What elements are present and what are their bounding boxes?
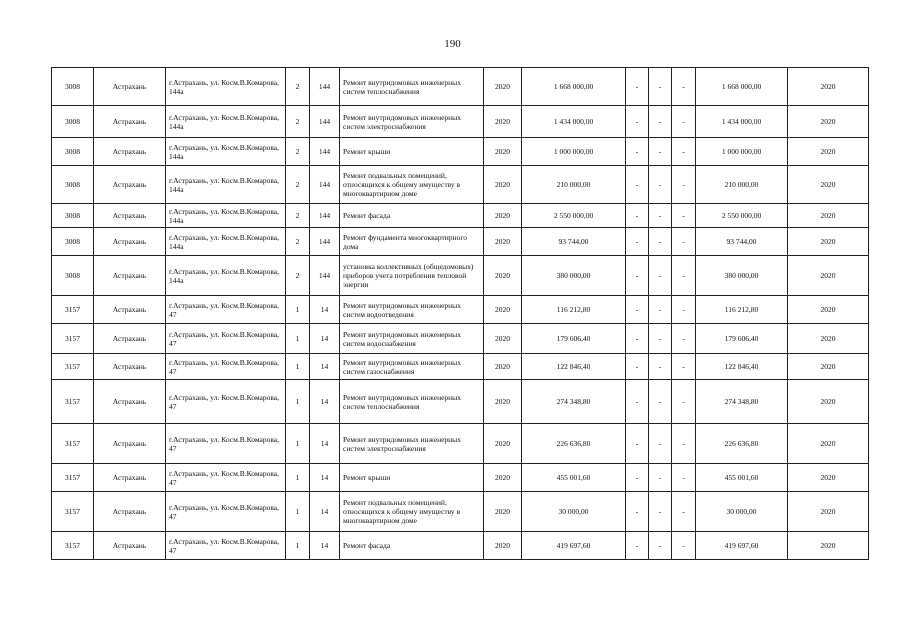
cell-work: Ремонт подвальных помещений, относящихся к общему имуществу в многоквартирном доме — [340, 166, 484, 204]
cell-year: 2020 — [484, 166, 522, 204]
cell-city: Астрахань — [94, 354, 166, 380]
cell-total: 2 550 000,00 — [696, 204, 788, 228]
cell-id: 3157 — [52, 296, 94, 324]
cell-cost: 1 434 000,00 — [522, 106, 626, 138]
cell-apartments: 144 — [310, 228, 340, 256]
cell-d3: - — [672, 380, 696, 424]
cell-cost: 210 000,00 — [522, 166, 626, 204]
cell-d3: - — [672, 166, 696, 204]
cell-id: 3008 — [52, 256, 94, 296]
cell-d3: - — [672, 424, 696, 464]
cell-year: 2020 — [484, 204, 522, 228]
cell-year: 2020 — [484, 324, 522, 354]
cell-d1: - — [626, 138, 649, 166]
cell-total: 30 000,00 — [696, 492, 788, 532]
cell-address: г.Астрахань, ул. Косм.В.Комарова, 47 — [166, 492, 286, 532]
cell-floors: 2 — [286, 68, 310, 106]
table-row — [52, 354, 869, 380]
cell-city: Астрахань — [94, 532, 166, 560]
cell-city: Астрахань — [94, 138, 166, 166]
cell-address: г.Астрахань, ул. Косм.В.Комарова, 47 — [166, 354, 286, 380]
cell-cost: 380 000,00 — [522, 256, 626, 296]
table-row — [52, 204, 869, 228]
cell-apartments: 14 — [310, 492, 340, 532]
cell-cost: 93 744,00 — [522, 228, 626, 256]
cell-d2: - — [649, 532, 672, 560]
cell-d2: - — [649, 492, 672, 532]
table-row — [52, 464, 869, 492]
cell-d3: - — [672, 354, 696, 380]
table-row — [52, 324, 869, 354]
cell-year: 2020 — [484, 106, 522, 138]
cell-floors: 2 — [286, 138, 310, 166]
cell-total: 226 636,80 — [696, 424, 788, 464]
cell-cost: 419 697,60 — [522, 532, 626, 560]
cell-year2: 2020 — [788, 492, 869, 532]
cell-work: Ремонт фасада — [340, 532, 484, 560]
cell-year: 2020 — [484, 380, 522, 424]
cell-d1: - — [626, 106, 649, 138]
cell-year2: 2020 — [788, 228, 869, 256]
cell-year2: 2020 — [788, 138, 869, 166]
cell-floors: 1 — [286, 324, 310, 354]
cell-d2: - — [649, 424, 672, 464]
cell-year: 2020 — [484, 464, 522, 492]
cell-d1: - — [626, 204, 649, 228]
cell-cost: 30 000,00 — [522, 492, 626, 532]
cell-city: Астрахань — [94, 68, 166, 106]
cell-floors: 2 — [286, 228, 310, 256]
cell-floors: 1 — [286, 532, 310, 560]
cell-d1: - — [626, 354, 649, 380]
cell-d2: - — [649, 166, 672, 204]
cell-cost: 226 636,80 — [522, 424, 626, 464]
cell-floors: 2 — [286, 166, 310, 204]
cell-apartments: 14 — [310, 324, 340, 354]
cell-d3: - — [672, 532, 696, 560]
cell-address: г.Астрахань, ул. Косм.В.Комарова, 144а — [166, 166, 286, 204]
cell-apartments: 144 — [310, 68, 340, 106]
cell-city: Астрахань — [94, 296, 166, 324]
cell-d1: - — [626, 324, 649, 354]
cell-year: 2020 — [484, 354, 522, 380]
cell-work: Ремонт внутридомовых инженерных систем теплоснабжения — [340, 380, 484, 424]
cell-apartments: 144 — [310, 138, 340, 166]
cell-work: Ремонт внутридомовых инженерных систем водоотведения — [340, 296, 484, 324]
cell-city: Астрахань — [94, 464, 166, 492]
cell-apartments: 14 — [310, 464, 340, 492]
cell-id: 3157 — [52, 354, 94, 380]
cell-id: 3157 — [52, 532, 94, 560]
cell-address: г.Астрахань, ул. Косм.В.Комарова, 47 — [166, 296, 286, 324]
cell-city: Астрахань — [94, 256, 166, 296]
cell-id: 3157 — [52, 464, 94, 492]
works-table — [51, 67, 869, 560]
cell-id: 3008 — [52, 68, 94, 106]
cell-d3: - — [672, 296, 696, 324]
page-number: 190 — [444, 38, 461, 50]
cell-cost: 116 212,80 — [522, 296, 626, 324]
cell-d3: - — [672, 228, 696, 256]
cell-address: г.Астрахань, ул. Косм.В.Комарова, 47 — [166, 424, 286, 464]
cell-apartments: 14 — [310, 380, 340, 424]
cell-d1: - — [626, 380, 649, 424]
cell-d3: - — [672, 138, 696, 166]
cell-cost: 274 348,80 — [522, 380, 626, 424]
table-row — [52, 228, 869, 256]
cell-year: 2020 — [484, 296, 522, 324]
cell-apartments: 144 — [310, 256, 340, 296]
cell-year2: 2020 — [788, 532, 869, 560]
cell-year2: 2020 — [788, 380, 869, 424]
cell-d1: - — [626, 424, 649, 464]
cell-id: 3008 — [52, 204, 94, 228]
cell-total: 380 000,00 — [696, 256, 788, 296]
cell-address: г.Астрахань, ул. Косм.В.Комарова, 144а — [166, 204, 286, 228]
cell-work: установка коллективных (общедомовых) приборов учета потребления тепловой энергии — [340, 256, 484, 296]
cell-d2: - — [649, 324, 672, 354]
cell-floors: 1 — [286, 296, 310, 324]
cell-d1: - — [626, 68, 649, 106]
cell-address: г.Астрахань, ул. Косм.В.Комарова, 144а — [166, 256, 286, 296]
cell-d2: - — [649, 138, 672, 166]
cell-year2: 2020 — [788, 424, 869, 464]
cell-d3: - — [672, 68, 696, 106]
cell-floors: 1 — [286, 380, 310, 424]
cell-id: 3008 — [52, 106, 94, 138]
cell-d2: - — [649, 256, 672, 296]
cell-address: г.Астрахань, ул. Косм.В.Комарова, 144а — [166, 106, 286, 138]
cell-d3: - — [672, 464, 696, 492]
cell-address: г.Астрахань, ул. Косм.В.Комарова, 47 — [166, 532, 286, 560]
cell-cost: 179 606,40 — [522, 324, 626, 354]
cell-city: Астрахань — [94, 492, 166, 532]
table-body — [52, 68, 869, 560]
cell-year2: 2020 — [788, 166, 869, 204]
cell-work: Ремонт фундамента многоквартирного дома — [340, 228, 484, 256]
cell-apartments: 144 — [310, 204, 340, 228]
cell-id: 3157 — [52, 424, 94, 464]
cell-d3: - — [672, 204, 696, 228]
cell-d2: - — [649, 354, 672, 380]
table-row — [52, 532, 869, 560]
cell-floors: 2 — [286, 256, 310, 296]
cell-work: Ремонт внутридомовых инженерных систем электроснабжения — [340, 106, 484, 138]
cell-total: 1 000 000,00 — [696, 138, 788, 166]
cell-year2: 2020 — [788, 464, 869, 492]
cell-total: 419 697,60 — [696, 532, 788, 560]
table-row — [52, 138, 869, 166]
cell-total: 122 846,40 — [696, 354, 788, 380]
cell-total: 93 744,00 — [696, 228, 788, 256]
cell-total: 455 001,60 — [696, 464, 788, 492]
cell-work: Ремонт крыши — [340, 138, 484, 166]
cell-address: г.Астрахань, ул. Косм.В.Комарова, 144а — [166, 228, 286, 256]
cell-cost: 122 846,40 — [522, 354, 626, 380]
table-row — [52, 424, 869, 464]
cell-total: 1 668 000,00 — [696, 68, 788, 106]
cell-id: 3008 — [52, 166, 94, 204]
cell-year: 2020 — [484, 492, 522, 532]
cell-city: Астрахань — [94, 228, 166, 256]
cell-work: Ремонт крыши — [340, 464, 484, 492]
cell-d3: - — [672, 324, 696, 354]
cell-d2: - — [649, 296, 672, 324]
cell-d1: - — [626, 492, 649, 532]
cell-d1: - — [626, 532, 649, 560]
cell-d2: - — [649, 68, 672, 106]
cell-d2: - — [649, 228, 672, 256]
cell-year: 2020 — [484, 256, 522, 296]
cell-d2: - — [649, 204, 672, 228]
cell-work: Ремонт внутридомовых инженерных систем водоснабжения — [340, 324, 484, 354]
cell-total: 116 212,80 — [696, 296, 788, 324]
cell-d3: - — [672, 106, 696, 138]
cell-cost: 1 668 000,00 — [522, 68, 626, 106]
cell-apartments: 14 — [310, 532, 340, 560]
cell-d2: - — [649, 106, 672, 138]
cell-city: Астрахань — [94, 166, 166, 204]
cell-year: 2020 — [484, 532, 522, 560]
cell-year: 2020 — [484, 138, 522, 166]
cell-id: 3008 — [52, 228, 94, 256]
cell-apartments: 14 — [310, 424, 340, 464]
cell-cost: 1 000 000,00 — [522, 138, 626, 166]
cell-d1: - — [626, 256, 649, 296]
cell-address: г.Астрахань, ул. Косм.В.Комарова, 47 — [166, 324, 286, 354]
cell-address: г.Астрахань, ул. Косм.В.Комарова, 47 — [166, 380, 286, 424]
cell-floors: 1 — [286, 464, 310, 492]
cell-total: 1 434 000,00 — [696, 106, 788, 138]
cell-floors: 2 — [286, 204, 310, 228]
cell-year2: 2020 — [788, 256, 869, 296]
table-row — [52, 296, 869, 324]
cell-work: Ремонт внутридомовых инженерных систем электроснабжения — [340, 424, 484, 464]
table-row — [52, 492, 869, 532]
cell-city: Астрахань — [94, 106, 166, 138]
cell-d1: - — [626, 296, 649, 324]
cell-apartments: 14 — [310, 296, 340, 324]
cell-total: 274 348,80 — [696, 380, 788, 424]
cell-d1: - — [626, 166, 649, 204]
cell-d3: - — [672, 256, 696, 296]
cell-city: Астрахань — [94, 424, 166, 464]
cell-d1: - — [626, 228, 649, 256]
table-row — [52, 380, 869, 424]
cell-d2: - — [649, 380, 672, 424]
cell-year2: 2020 — [788, 324, 869, 354]
table-row — [52, 106, 869, 138]
cell-apartments: 144 — [310, 106, 340, 138]
cell-floors: 1 — [286, 354, 310, 380]
cell-work: Ремонт фасада — [340, 204, 484, 228]
cell-year2: 2020 — [788, 68, 869, 106]
cell-address: г.Астрахань, ул. Косм.В.Комарова, 144а — [166, 138, 286, 166]
cell-year2: 2020 — [788, 354, 869, 380]
cell-address: г.Астрахань, ул. Косм.В.Комарова, 47 — [166, 464, 286, 492]
cell-d2: - — [649, 464, 672, 492]
cell-floors: 1 — [286, 424, 310, 464]
table-row — [52, 256, 869, 296]
cell-city: Астрахань — [94, 204, 166, 228]
cell-floors: 1 — [286, 492, 310, 532]
cell-work: Ремонт внутридомовых инженерных систем газоснабжения — [340, 354, 484, 380]
cell-apartments: 144 — [310, 166, 340, 204]
cell-id: 3157 — [52, 492, 94, 532]
cell-apartments: 14 — [310, 354, 340, 380]
cell-d1: - — [626, 464, 649, 492]
cell-work: Ремонт внутридомовых инженерных систем теплоснабжения — [340, 68, 484, 106]
cell-year2: 2020 — [788, 106, 869, 138]
cell-year2: 2020 — [788, 204, 869, 228]
cell-total: 210 000,00 — [696, 166, 788, 204]
cell-year2: 2020 — [788, 296, 869, 324]
table-row — [52, 166, 869, 204]
cell-year: 2020 — [484, 424, 522, 464]
cell-year: 2020 — [484, 228, 522, 256]
cell-work: Ремонт подвальных помещений, относящихся к общему имуществу в многоквартирном доме — [340, 492, 484, 532]
cell-year: 2020 — [484, 68, 522, 106]
cell-city: Астрахань — [94, 324, 166, 354]
table-row — [52, 68, 869, 106]
cell-id: 3157 — [52, 324, 94, 354]
cell-cost: 455 001,60 — [522, 464, 626, 492]
cell-id: 3157 — [52, 380, 94, 424]
cell-address: г.Астрахань, ул. Косм.В.Комарова, 144а — [166, 68, 286, 106]
cell-total: 179 606,40 — [696, 324, 788, 354]
cell-id: 3008 — [52, 138, 94, 166]
cell-floors: 2 — [286, 106, 310, 138]
cell-cost: 2 550 000,00 — [522, 204, 626, 228]
cell-d3: - — [672, 492, 696, 532]
cell-city: Астрахань — [94, 380, 166, 424]
